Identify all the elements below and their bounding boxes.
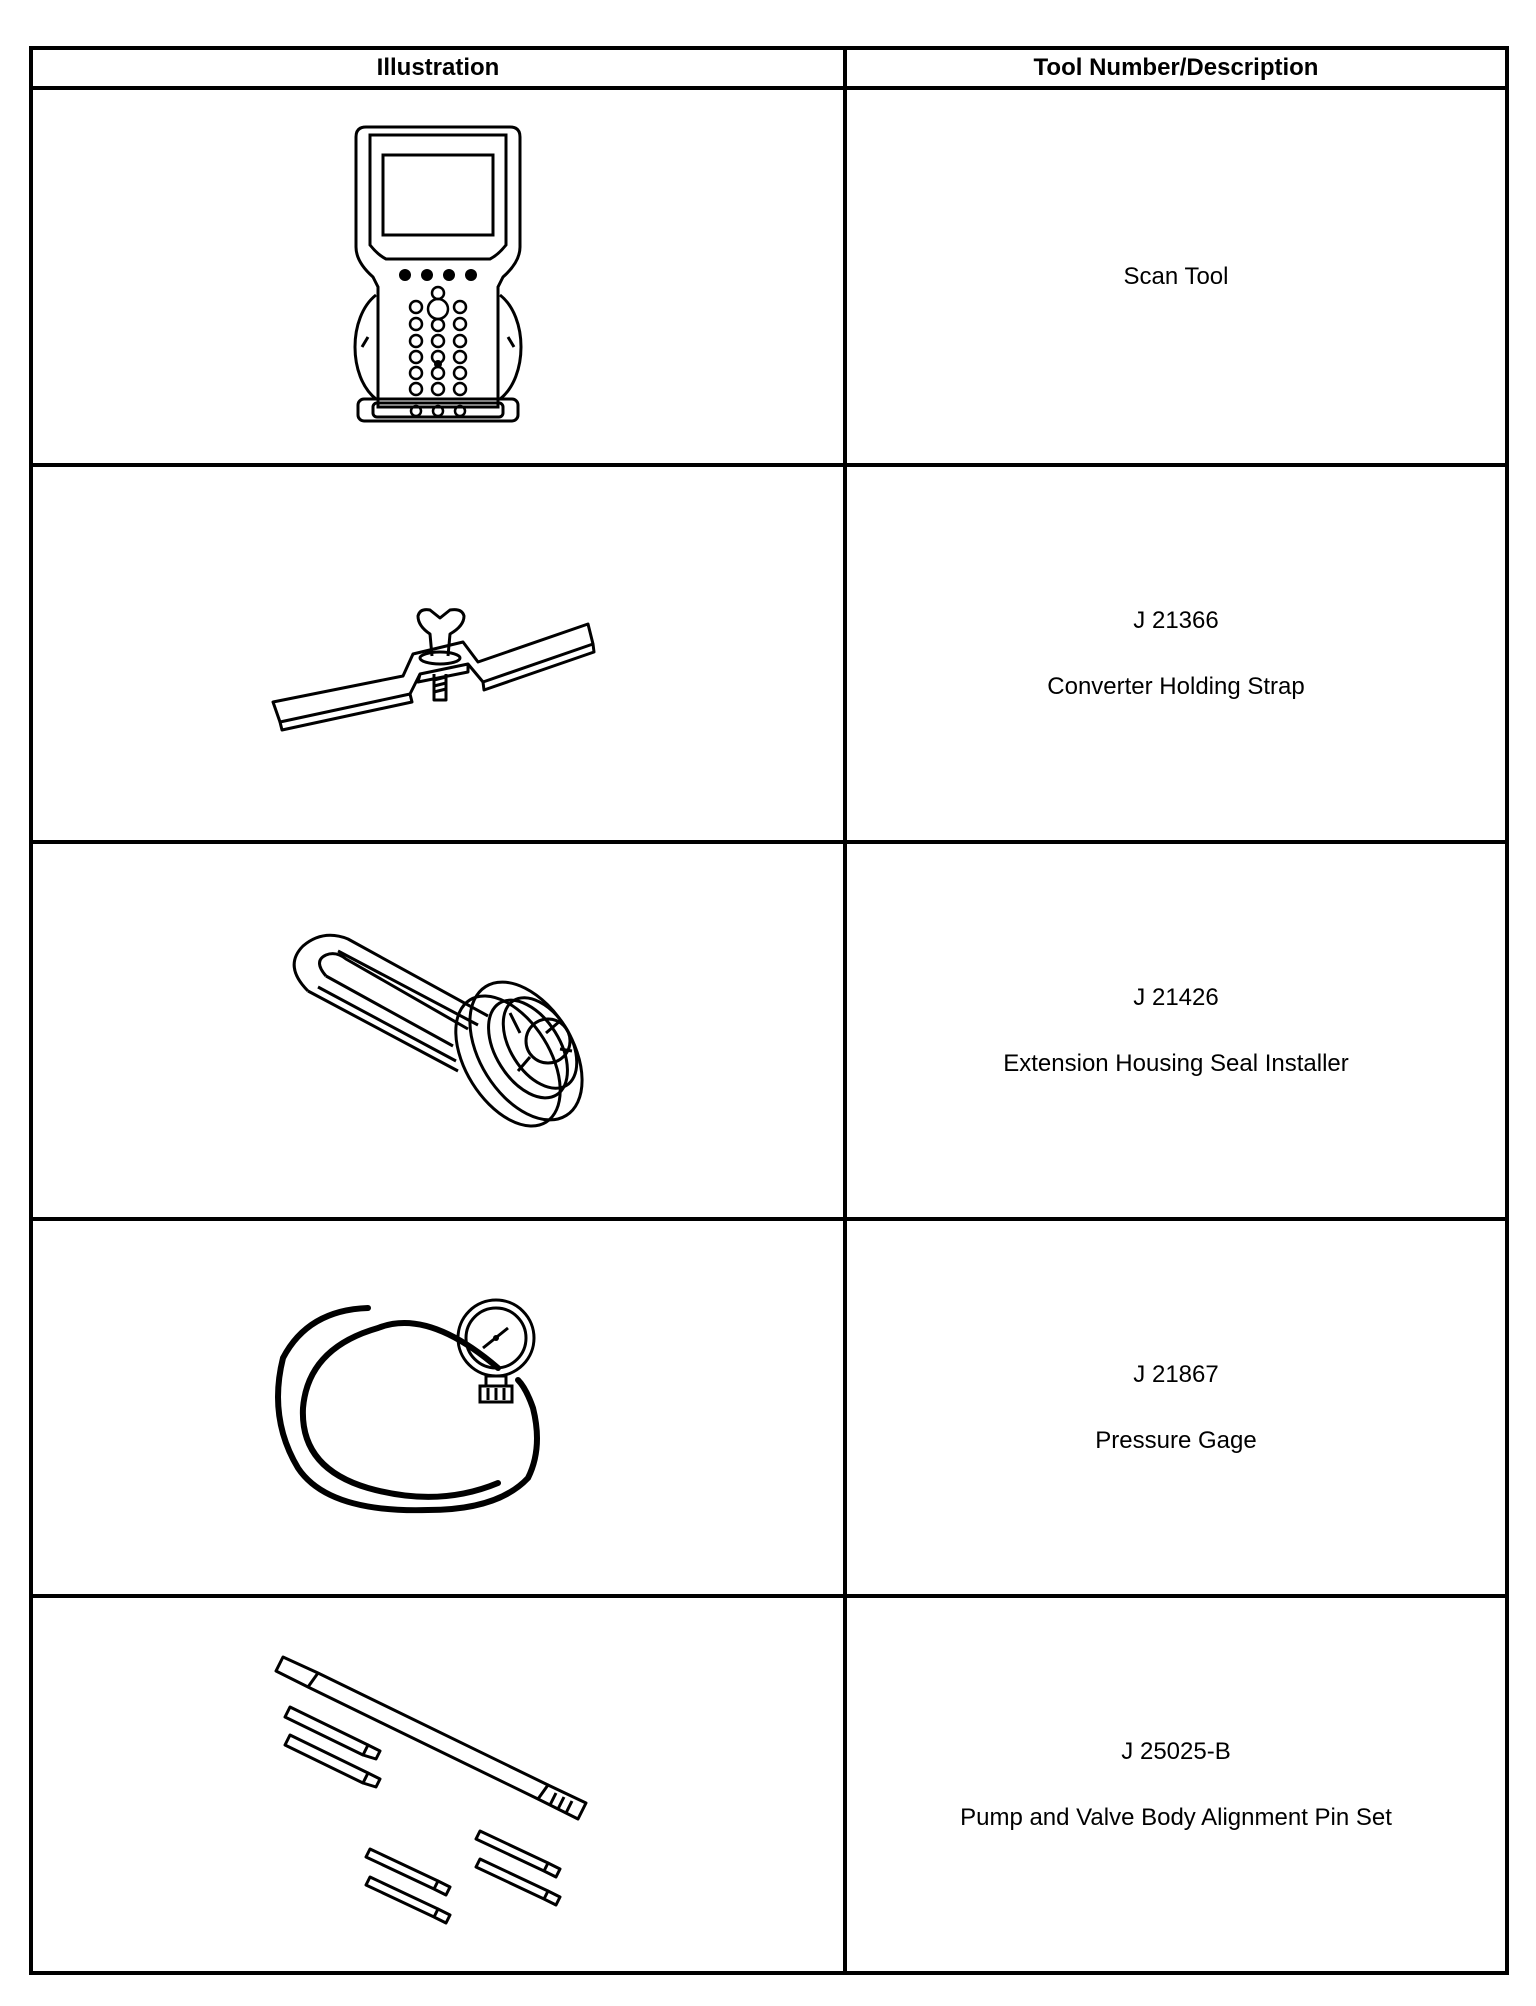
table-row [31, 88, 1507, 465]
tool-description-cell [845, 465, 1507, 842]
tool-number: J 21867 [1133, 1360, 1219, 1388]
scan-tool-icon [338, 117, 538, 437]
tool-name: Extension Housing Seal Installer [1003, 1049, 1349, 1077]
header-illustration: Illustration [31, 48, 845, 88]
alignment-pin-set-icon [268, 1635, 608, 1935]
holding-strap-icon [268, 564, 608, 744]
tool-description-cell [845, 88, 1507, 465]
table-header-row [31, 48, 1507, 88]
tool-name: Converter Holding Strap [1047, 672, 1305, 700]
tool-name: Scan Tool [1123, 262, 1229, 290]
tool-table [29, 46, 1509, 1975]
tool-description-cell [845, 842, 1507, 1219]
illustration-cell [31, 465, 845, 842]
table-row [31, 465, 1507, 842]
illustration-cell [31, 1219, 845, 1596]
tool-description-cell [845, 1219, 1507, 1596]
tool-number: J 21366 [1133, 606, 1219, 634]
seal-installer-icon [278, 921, 598, 1141]
illustration-cell [31, 1596, 845, 1973]
tool-number: J 21426 [1133, 983, 1219, 1011]
illustration-cell [31, 88, 845, 465]
tool-name: Pump and Valve Body Alignment Pin Set [960, 1803, 1392, 1831]
table-row [31, 842, 1507, 1219]
header-tool-number-description: Tool Number/Description [845, 48, 1507, 88]
pressure-gage-icon [268, 1288, 608, 1528]
illustration-cell [31, 842, 845, 1219]
tool-name: Pressure Gage [1095, 1426, 1257, 1454]
tool-number: J 25025-B [1121, 1737, 1231, 1765]
table-row [31, 1219, 1507, 1596]
tool-description-cell [845, 1596, 1507, 1973]
table-row [31, 1596, 1507, 1973]
